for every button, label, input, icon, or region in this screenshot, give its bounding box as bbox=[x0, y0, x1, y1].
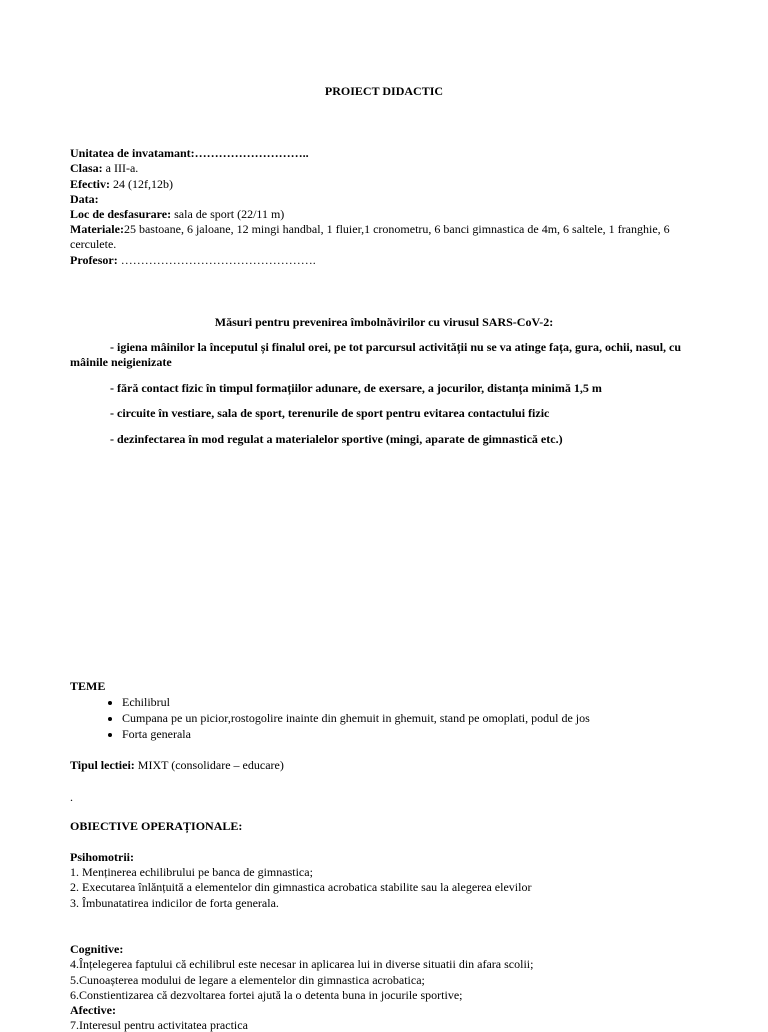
page-title: PROIECT DIDACTIC bbox=[324, 84, 444, 98]
cogn-label: Cognitive: bbox=[70, 942, 124, 956]
tipul-row bbox=[70, 758, 284, 772]
afect-item-7: 7.Interesul pentru activitatea practica bbox=[70, 1018, 248, 1032]
cogn-item-6: 6.Constientizarea că dezvoltarea fortei ajută la o detenta buna in jocurile sportive; bbox=[70, 988, 463, 1002]
masuri-item-3: - circuite în vestiare, sala de sport, terenurile de sport pentru evitarea contactului fizic bbox=[110, 406, 550, 420]
efectiv-label: Efectiv: bbox=[70, 177, 110, 191]
masuri-item-1: - igiena mâinilor la începutul și finalul orei, pe tot parcursul activității nu se va atinge fața, gura, ochii, nasul, cu bbox=[110, 340, 682, 354]
unitatea-value: ……………………….. bbox=[194, 146, 309, 160]
psiho-item-1: 1. Menținerea echilibrului pe banca de gimnastica; bbox=[70, 865, 313, 879]
loc-label: Loc de desfasurare: bbox=[70, 207, 172, 221]
materiale-row bbox=[70, 222, 670, 236]
efectiv-row bbox=[70, 177, 173, 191]
masuri-heading: Măsuri pentru prevenirea îmbolnăvirilor cu virusul SARS-CoV-2: bbox=[214, 315, 554, 329]
masuri-item-1-cont: mâinile neigienizate bbox=[70, 355, 172, 369]
list-item: • Cumpana pe un picior,rostogolire inainte din ghemuit in ghemuit, stand pe omoplati, podul de jos bbox=[122, 710, 590, 726]
tipul-value: MIXT (consolidare – educare) bbox=[134, 758, 284, 772]
psiho-label: Psihomotrii: bbox=[70, 850, 134, 864]
loc-row bbox=[70, 207, 284, 221]
profesor-value: …………………………………………. bbox=[117, 253, 316, 267]
teme-list bbox=[104, 694, 590, 742]
list-item: • Forta generala bbox=[122, 726, 590, 742]
materiale-label: Materiale: bbox=[70, 222, 124, 236]
cogn-item-5: 5.Cunoașterea modului de legare a elementelor din gimnastica acrobatica; bbox=[70, 973, 425, 987]
stray-dot: . bbox=[70, 790, 73, 804]
clasa-row bbox=[70, 161, 138, 175]
psiho-item-3: 3. Îmbunatatirea indicilor de forta generala. bbox=[70, 896, 279, 910]
loc-value: sala de sport (22/11 m) bbox=[171, 207, 285, 221]
data-label: Data: bbox=[70, 192, 99, 206]
clasa-label: Clasa: bbox=[70, 161, 103, 175]
unitatea-label: Unitatea de invatamant: bbox=[70, 146, 195, 160]
teme-heading: TEME bbox=[70, 679, 106, 693]
cogn-item-4: 4.Înțelegerea faptului că echilibrul este necesar in aplicarea lui in diverse situatii din afara scolii; bbox=[70, 957, 534, 971]
efectiv-value: 24 (12f,12b) bbox=[109, 177, 173, 191]
afect-label: Afective: bbox=[70, 1003, 116, 1017]
profesor-row bbox=[70, 253, 316, 267]
clasa-value: a III-a. bbox=[102, 161, 139, 175]
obiective-heading: OBIECTIVE OPERAȚIONALE: bbox=[70, 819, 243, 833]
masuri-item-4: - dezinfectarea în mod regulat a materialelor sportive (mingi, aparate de gimnastică etc.) bbox=[110, 432, 563, 446]
masuri-item-2: - fără contact fizic în timpul formațiilor adunare, de exersare, a jocurilor, distanța minimă 1,5 m bbox=[110, 381, 602, 395]
profesor-label: Profesor: bbox=[70, 253, 118, 267]
psiho-item-2: 2. Executarea înlănțuită a elementelor din gimnastica acrobatica stabilite sau la alegerea elevilor bbox=[70, 880, 532, 894]
tipul-label: Tipul lectiei: bbox=[70, 758, 135, 772]
list-item: • Echilibrul bbox=[122, 694, 590, 710]
unitatea-row bbox=[70, 146, 309, 160]
materiale-value-cont: cerculete. bbox=[70, 237, 117, 251]
materiale-value: 25 bastoane, 6 jaloane, 12 mingi handbal, 1 fluier,1 cronometru, 6 banci gimnastica de 4m, 6 saltele, 1 franghie, 6 bbox=[123, 222, 670, 236]
